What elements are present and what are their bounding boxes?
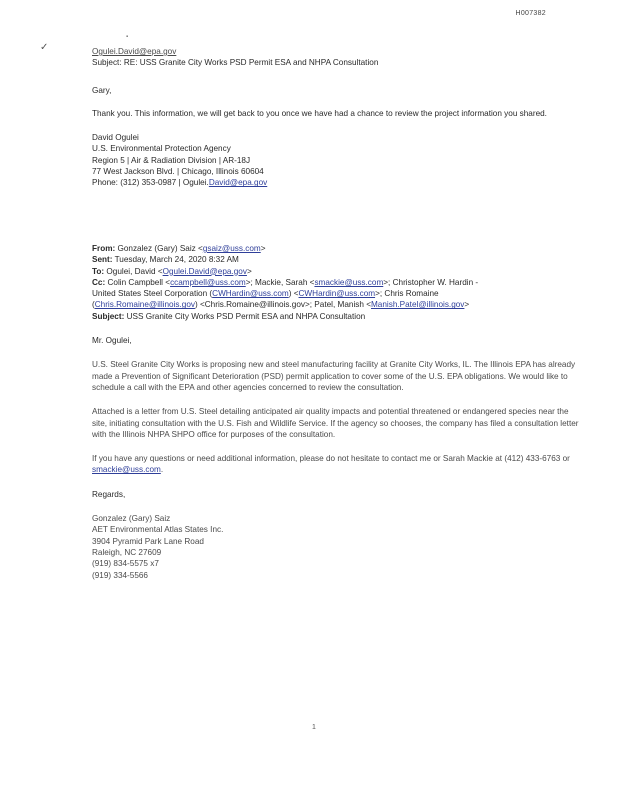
page-number: 1	[312, 724, 316, 731]
from-close: >	[260, 244, 266, 253]
cc-text-3a: (	[92, 300, 95, 310]
cc-text-2c: >; Chris Romaine	[375, 289, 439, 299]
reply-sig-org: U.S. Environmental Protection Agency	[92, 144, 231, 154]
reply-message	[92, 46, 580, 189]
cc-text-2a: United States Steel Corporation (	[92, 289, 213, 299]
bates-number: H007382	[515, 10, 546, 17]
header-sent	[92, 254, 580, 265]
reply-from-email[interactable]: Ogulei.David@epa.gov	[92, 47, 177, 56]
sent-label: Sent:	[92, 255, 113, 265]
from-value: Gonzalez (Gary) Saiz <	[117, 244, 203, 253]
p3-email-link[interactable]: smackie@uss.com	[92, 465, 161, 475]
reply-sig-phone-text: Phone: (312) 353-0987 | Ogulei.	[92, 178, 209, 188]
cc-text-3c: >	[464, 300, 470, 310]
header-from	[92, 243, 580, 254]
orig-sig-address-1: 3904 Pyramid Park Lane Road	[92, 536, 204, 546]
cc-email-link-1[interactable]: ccampbell@uss.com	[170, 277, 246, 287]
original-message	[92, 243, 580, 581]
cc-email-link-3[interactable]: CWHardin@uss.com	[212, 289, 289, 299]
header-subject	[92, 311, 580, 322]
cc-email-link-5[interactable]: Chris.Romaine@illinois.gov	[94, 300, 195, 310]
orig-sig-org: AET Environmental Atlas States Inc.	[92, 525, 224, 535]
reply-sig-phone	[92, 177, 580, 188]
reply-salutation: Gary,	[92, 85, 112, 95]
cc-text-1a: Colin Campbell <	[107, 277, 171, 287]
subject-value: USS Granite City Works PSD Permit ESA and NHPA Consultation	[126, 311, 366, 321]
reply-signature	[92, 132, 580, 188]
subject-label: Subject:	[92, 311, 125, 321]
cc-text-3b: ) <Chris.Romaine@illinois.gov>; Patel, Manish <	[194, 300, 371, 310]
original-salutation: Mr. Ogulei,	[92, 336, 132, 346]
reply-sig-address: 77 West Jackson Blvd. | Chicago, Illinois 60604	[92, 167, 264, 177]
orig-sig-phone-1: (919) 834-5575 x7	[92, 559, 159, 569]
orig-sig-phone-2: (919) 334-5566	[92, 570, 148, 580]
cc-email-link-2[interactable]: smackie@uss.com	[314, 277, 384, 287]
reply-subject: Subject: RE: USS Granite City Works PSD Permit ESA and NHPA Consultation	[92, 58, 379, 68]
reply-body: Thank you. This information, we will get back to you once we have had a chance to review the project information you shared.	[92, 108, 547, 118]
original-paragraph-1: U.S. Steel Granite City Works is proposing new and steel manufacturing facility at Granite City Works, IL. The Illinois EPA has already made a Prevention of Significant Deterioration (PSD) permit application to cover some of the U.S. EPA obligations. We would like to schedule a call with the EPA and other agencies concerned to review the consultation.	[92, 360, 576, 392]
cc-text-1c: >; Christopher W. Hardin -	[383, 277, 479, 287]
from-email-link[interactable]: gsaiz@uss.com	[202, 244, 261, 253]
orig-sig-name: Gonzalez (Gary) Saiz	[92, 514, 171, 524]
p3-text-a: If you have any questions or need additional information, please do not hesitate to contact me or Sarah Mackie at (412) 433-6763 or	[92, 454, 570, 464]
p3-text-b: .	[160, 465, 164, 475]
cc-text-1b: >; Mackie, Sarah <	[245, 277, 315, 287]
reply-sig-email-link[interactable]: David@epa.gov	[208, 178, 268, 188]
cc-email-link-4[interactable]: CWHardin@uss.com	[298, 289, 376, 299]
original-closing: Regards,	[92, 489, 126, 499]
header-cc-line-1	[92, 277, 580, 288]
from-label: From:	[92, 244, 116, 253]
original-signature	[92, 513, 580, 581]
reply-sig-division: Region 5 | Air & Radiation Division | AR-18J	[92, 155, 251, 165]
orig-sig-address-2: Raleigh, NC 27609	[92, 547, 162, 557]
header-cc-line-3	[92, 299, 580, 310]
to-value: Ogulei, David <	[106, 266, 163, 276]
to-close: >	[246, 266, 252, 276]
to-email-link[interactable]: Ogulei.David@epa.gov	[162, 266, 247, 276]
original-paragraph-2: Attached is a letter from U.S. Steel detailing anticipated air quality impacts and potential threatened or endangered species near the site, initiating consultation with the U.S. Fish and Wildlife Service. If the agency so chooses, the company has filed a consultation letter with the Illinois NHPA SHPO office for purposes of the consultation.	[92, 407, 579, 439]
cc-label: Cc:	[92, 277, 106, 287]
header-to	[92, 266, 580, 277]
reply-sig-name: David Ogulei	[92, 133, 139, 143]
check-mark-icon: ✓	[40, 42, 49, 53]
scan-speck-icon: ▪	[126, 34, 129, 40]
to-label: To:	[92, 266, 105, 276]
cc-text-2b: ) <	[288, 289, 299, 299]
cc-email-link-6[interactable]: Manish.Patel@illinois.gov	[370, 300, 465, 310]
original-paragraph-3	[92, 453, 580, 476]
reply-from	[92, 46, 580, 57]
sent-value: Tuesday, March 24, 2020 8:32 AM	[114, 255, 239, 265]
header-cc-line-2	[92, 288, 580, 299]
